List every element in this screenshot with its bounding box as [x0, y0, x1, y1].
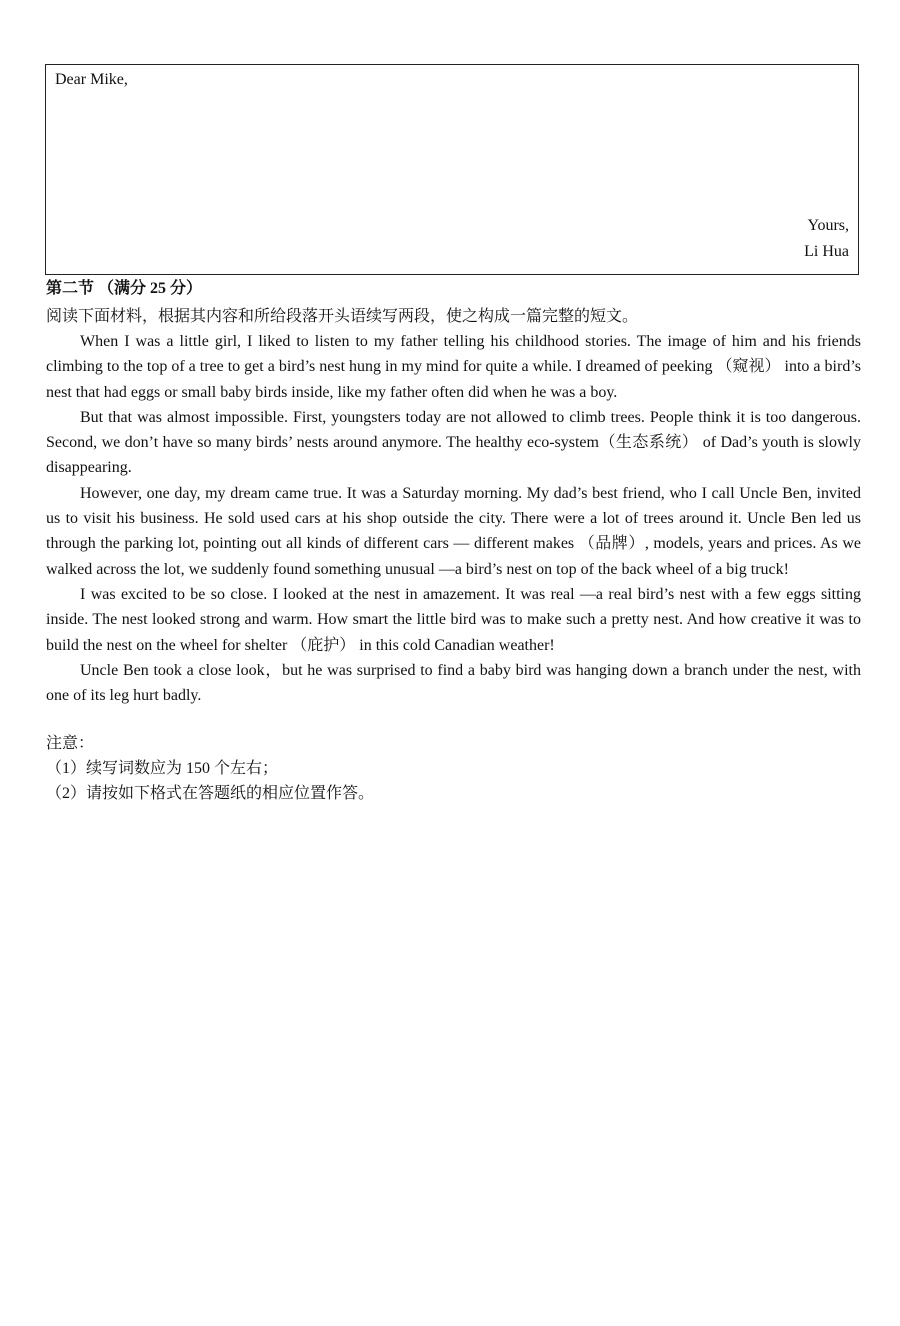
- story-paragraph-3: However, one day, my dream came true. It was a Saturday morning. My dad’s best friend, who I call Uncle Ben, invited us to visit his business. He sold used cars at his shop outside the city. There were a lot of trees around it. Uncle Ben led us through the parking lot, pointing out all kinds of different cars — different makes （品牌）, models, years and prices. As we walked across the lot, we suddenly found something unusual —a bird’s nest on top of the back wheel of a big truck!: [46, 484, 861, 578]
- note-item-1: （1）续写词数应为 150 个左右；: [46, 760, 279, 778]
- letter-closing: Yours,: [807, 217, 849, 234]
- letter-closing-block: [804, 213, 849, 265]
- section-instruction: 阅读下面材料，根据其内容和所给段落开头语续写两段，使之构成一篇完整的短文。: [46, 308, 639, 325]
- story-paragraph-2: But that was almost impossible. First, youngsters today are not allowed to climb trees. People think it is too dangerous. Second, we don’t have so many birds’ nests around anymore. The healthy eco-system（生态系统） of Dad’s youth is slowly disappearing.: [46, 408, 861, 477]
- notes-title: 注意：: [46, 735, 95, 753]
- story-paragraph-4: I was excited to be so close. I looked at the nest in amazement. It was real —a real bird’s nest with a few eggs sitting inside. The nest looked strong and warm. How smart the little bird was to make such a pretty nest. And how creative it was to build the nest on the wheel for shelter （庇护） in this cold Canadian weather!: [46, 585, 861, 654]
- continuation-writing-section: [46, 279, 861, 806]
- story-paragraph-5: Uncle Ben took a close look，but he was surprised to find a baby bird was hanging down a branch under the nest, with one of its leg hurt badly.: [46, 661, 861, 705]
- notes-block: [46, 731, 861, 806]
- letter-signature: Li Hua: [804, 243, 849, 260]
- letter-greeting: Dear Mike,: [55, 71, 128, 88]
- letter-answer-box: [45, 64, 859, 275]
- note-item-2: （2）请按如下格式在答题纸的相应位置作答。: [46, 785, 375, 803]
- story-paragraph-1: When I was a little girl, I liked to listen to my father telling his childhood stories. The image of him and his friends climbing to the top of a tree to get a bird’s nest hung in my mind for quite a while. I dreamed of peeking （窥视） into a bird’s nest that had eggs or small baby birds inside, like my father often did when he was a boy.: [46, 333, 861, 401]
- section-heading: 第二节 （满分 25 分）: [46, 280, 203, 297]
